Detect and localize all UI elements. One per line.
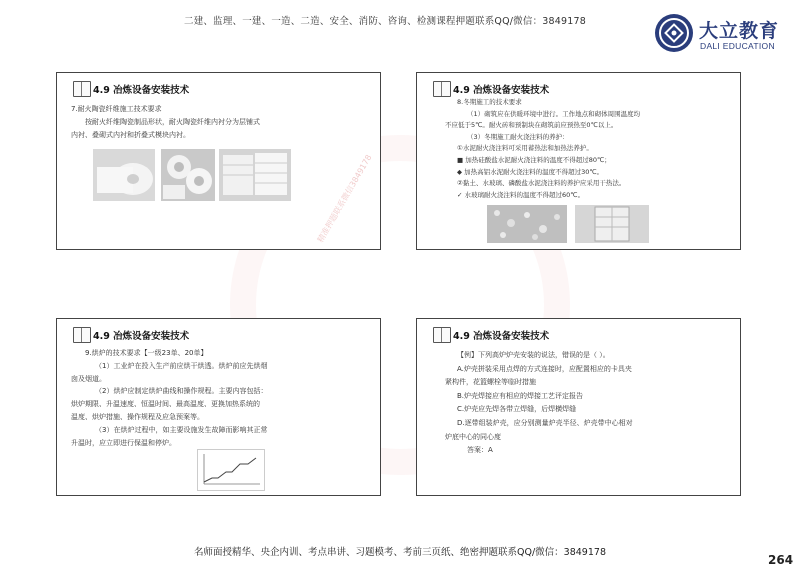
book-icon <box>433 327 451 343</box>
slide-line: ✓ 水玻璃耐火浇注料的温度不得超过60℃。 <box>457 190 585 199</box>
slide-line: 按耐火纤维陶瓷制品形状，耐火陶瓷纤维内衬分为层铺式 <box>85 117 260 126</box>
slide-line: ②黏土、水玻璃、磷酸盐水泥浇注料的养护应采用干热法。 <box>457 179 626 188</box>
brand-logo <box>655 12 785 56</box>
slide-body <box>445 97 747 201</box>
slide-line: 【例】下列高炉炉壳安装的说法，错误的是（ ）。 <box>457 351 610 359</box>
fiber-module-photo <box>161 149 215 201</box>
castable-photo <box>487 205 567 243</box>
slide-line: （2）烘炉应制定烘炉曲线和操作规程。主要内容包括： <box>95 387 268 396</box>
slide-header <box>67 79 367 101</box>
slide-header <box>67 325 367 347</box>
footer-banner: 名师面授精华、央企内训、考点串讲、习题模考、考前三页纸、绝密押题联系QQ/微信：3849178 <box>194 547 606 558</box>
slide-line: 烘炉期限、升温速度、恒温时间、最高温度、更换加热系统的 <box>71 400 260 409</box>
logo-emblem-icon <box>655 14 693 52</box>
slide-line: 9.烘炉的技术要求【一级23单、20单】 <box>85 349 208 357</box>
slide-line: ①水泥耐火浇注料可采用蓄热法和加热法养护。 <box>457 144 593 153</box>
slide-title: 4.9 冶炼设备安装技术 <box>453 331 550 342</box>
slide-line: 8.冬期施工的技术要求 <box>457 98 522 106</box>
drying-curve-graph <box>197 449 265 491</box>
slide-line: A.炉壳拼装采用点焊的方式连接时，应配置相应的卡具夹 <box>457 364 632 373</box>
slide-line: （1）砌筑应在供暖环境中进行。工作地点和砌体周围温度均 <box>467 109 641 118</box>
slide-line: 升温时，应立即进行保温和停炉。 <box>71 438 176 447</box>
slide-title: 4.9 冶炼设备安装技术 <box>453 85 550 96</box>
slide-thumbnail-1 <box>56 72 381 250</box>
slide-body <box>71 347 375 449</box>
fiber-roll-photo <box>93 149 155 201</box>
page-number: 264 <box>768 553 794 567</box>
slide-line: C.炉壳应先焊各带立焊缝，后焊横焊缝 <box>457 405 577 414</box>
logo-name-cn: 大立教育 <box>699 20 780 42</box>
header-banner: 二建、监理、一建、一造、二造、安全、消防、咨询、检测课程押题联系QQ/微信：3849178 <box>184 16 586 27</box>
slide-line: （1）工业炉在投入生产前应烘干烘透。烘炉前应先烘烟 <box>95 361 268 370</box>
slide-line: 温度、烘炉措施、操作规程及应急预案等。 <box>71 412 204 421</box>
slide-header <box>427 325 727 347</box>
slide-line: ◆ 加热高铝水泥耐火浇注料的温度不得超过30℃。 <box>457 167 604 176</box>
slide-body <box>445 349 747 458</box>
slide-title: 4.9 冶炼设备安装技术 <box>93 331 190 342</box>
slide-line: ■ 加热硅酸盐水泥耐火浇注料的温度不得超过80℃； <box>457 155 611 164</box>
slide-line: B.炉壳焊接应有相应的焊接工艺评定报告 <box>457 391 584 400</box>
slide-thumbnail-3 <box>56 318 381 496</box>
slide-line: 炉底中心的同心度 <box>445 432 501 441</box>
slide-line: 7.耐火陶瓷纤维施工技术要求 <box>71 105 162 113</box>
answer-line: 答案：A <box>467 446 493 455</box>
slide-line: 紧构件，花篮螺栓等临时措施 <box>445 378 536 387</box>
slide-line: 囱及烟道。 <box>71 374 106 383</box>
slide-thumbnail-4 <box>416 318 741 496</box>
logo-name-en: DALI EDUCATION <box>700 41 775 51</box>
slide-line: 内衬、叠砌式内衬和折叠式模块内衬。 <box>71 130 190 139</box>
slide-thumbnail-2 <box>416 72 741 250</box>
slide-line: D.逐带组装炉壳，应分别测量炉壳半径、炉壳带中心相对 <box>457 418 633 427</box>
book-icon <box>433 81 451 97</box>
slide-line: （3）冬期施工耐火浇注料的养护： <box>467 132 569 141</box>
fiber-blocks-photo <box>219 149 291 201</box>
slide-body <box>71 103 375 141</box>
slide-title: 4.9 冶炼设备安装技术 <box>93 85 190 96</box>
slide-line: （3）在烘炉过程中，如主要设施发生故障而影响其正常 <box>95 425 268 434</box>
furnace-lining-photo <box>575 205 649 243</box>
book-icon <box>73 327 91 343</box>
slide-line: 不应低于5℃。耐火砖和预制块在砌筑前应预热至0℃以上。 <box>445 121 618 130</box>
book-icon <box>73 81 91 97</box>
watermark-stamp-text: 精准押题联系微信3849178 <box>315 153 374 244</box>
